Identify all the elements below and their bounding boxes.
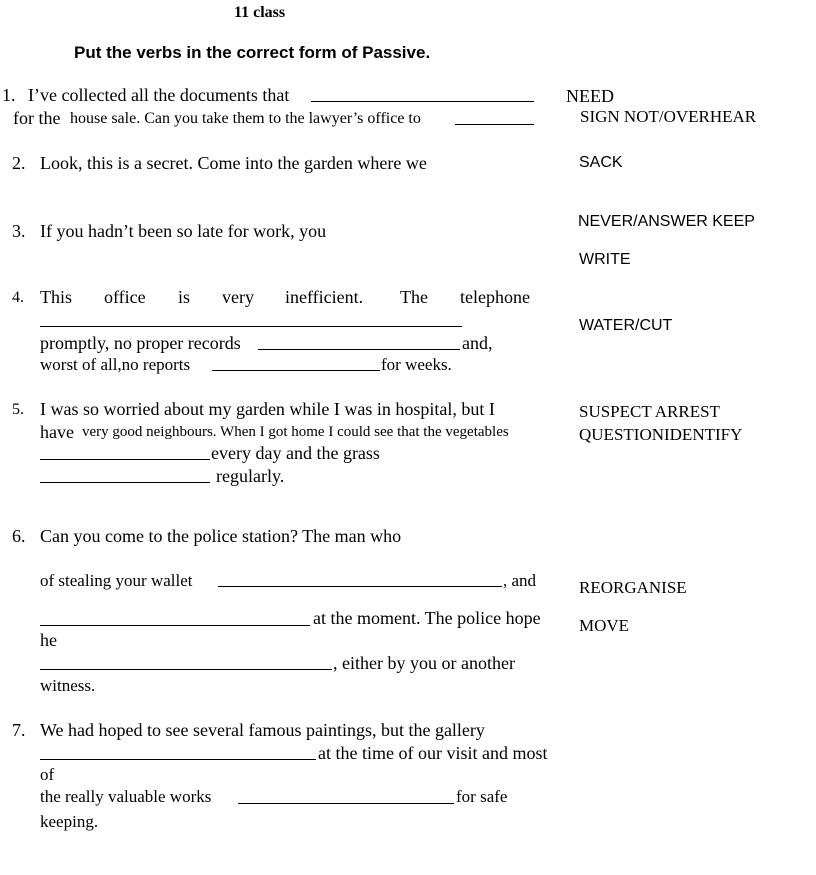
- item-4-word-5: inefficient.: [285, 287, 364, 307]
- item-4-word-1: This: [40, 287, 73, 307]
- item-5-line-2: very good neighbours. When I got home I could see that the vegetables: [82, 424, 509, 440]
- item-4-line-2: promptly, no proper records: [40, 333, 241, 353]
- item-4-number: 4.: [12, 289, 24, 306]
- item-4-word-2: office: [104, 287, 146, 307]
- item-5-line-2-start: have: [40, 422, 74, 442]
- verb-reorganise: REORGANISE: [579, 578, 687, 597]
- item-3-line-1: If you hadn’t been so late for work, you: [40, 221, 327, 241]
- class-label: 11 class: [234, 4, 286, 21]
- verb-never-answer-keep: NEVER/ANSWER KEEP: [578, 213, 755, 230]
- item-7-blank-1[interactable]: [40, 759, 316, 760]
- verb-water-cut: WATER/CUT: [579, 317, 673, 334]
- item-4-line-3: worst of all,no reports: [40, 355, 191, 374]
- item-7-blank-2[interactable]: [238, 803, 454, 804]
- item-6-line-4: he: [40, 630, 57, 650]
- verb-sign-not-overhear: SIGN NOT/OVERHEAR: [580, 107, 757, 126]
- item-2-number: 2.: [12, 153, 26, 173]
- item-5-number: 5.: [12, 401, 24, 418]
- item-4-blank-3[interactable]: [212, 370, 380, 371]
- item-6-number: 6.: [12, 526, 26, 546]
- item-6-blank-3[interactable]: [40, 669, 332, 670]
- item-5-line-4: regularly.: [216, 466, 285, 486]
- verb-question-identify: QUESTIONIDENTIFY: [579, 425, 743, 444]
- item-6-line-5: , either by you or another: [333, 653, 515, 673]
- item-4-blank-1[interactable]: [40, 326, 462, 327]
- item-1-line-1: I’ve collected all the documents that: [28, 85, 290, 105]
- item-4-line-2-end: and,: [462, 333, 493, 353]
- item-5-line-1: I was so worried about my garden while I was in hospital, but I: [40, 399, 495, 419]
- item-7-line-2: at the time of our visit and most: [318, 743, 548, 763]
- item-1-blank-2[interactable]: [455, 124, 534, 125]
- item-1-line-2: house sale. Can you take them to the lawyer’s office to: [70, 110, 421, 127]
- item-5-blank-1[interactable]: [40, 459, 210, 460]
- item-4-word-6: The: [400, 287, 428, 307]
- item-7-line-4: the really valuable works: [40, 787, 212, 806]
- item-7-line-4-end: for safe: [456, 787, 508, 806]
- item-1-blank-1[interactable]: [311, 101, 534, 102]
- item-5-line-3: every day and the grass: [211, 443, 380, 463]
- item-4-word-7: telephone: [460, 287, 530, 307]
- item-6-blank-2[interactable]: [40, 625, 310, 626]
- item-4-word-4: very: [222, 287, 254, 307]
- item-1-line-2-start: for the: [13, 108, 61, 128]
- item-6-line-2-end: , and: [503, 571, 537, 590]
- verb-sack: SACK: [579, 154, 623, 171]
- item-5-blank-2[interactable]: [40, 482, 210, 483]
- item-6-line-2: of stealing your wallet: [40, 571, 193, 590]
- item-7-number: 7.: [12, 720, 26, 740]
- instruction-title: Put the verbs in the correct form of Passive.: [74, 43, 431, 62]
- item-6-line-3: at the moment. The police hope: [313, 608, 541, 628]
- item-4-line-3-end: for weeks.: [381, 355, 452, 374]
- item-6-blank-1[interactable]: [218, 586, 502, 587]
- item-7-line-1: We had hoped to see several famous paintings, but the gallery: [40, 720, 485, 740]
- verb-need: NEED: [566, 86, 614, 106]
- item-1-number: 1.: [2, 85, 16, 105]
- item-4-blank-2[interactable]: [258, 349, 460, 350]
- item-4-word-3: is: [178, 287, 191, 307]
- item-7-line-5: keeping.: [40, 812, 99, 831]
- item-7-line-3: of: [40, 765, 55, 784]
- item-6-line-1: Can you come to the police station? The man who: [40, 526, 402, 546]
- verb-write: WRITE: [579, 251, 631, 268]
- verb-suspect-arrest: SUSPECT ARREST: [579, 402, 720, 421]
- verb-move: MOVE: [579, 616, 630, 635]
- item-2-line-1: Look, this is a secret. Come into the garden where we: [40, 153, 427, 173]
- item-3-number: 3.: [12, 221, 26, 241]
- item-6-line-6: witness.: [40, 676, 96, 695]
